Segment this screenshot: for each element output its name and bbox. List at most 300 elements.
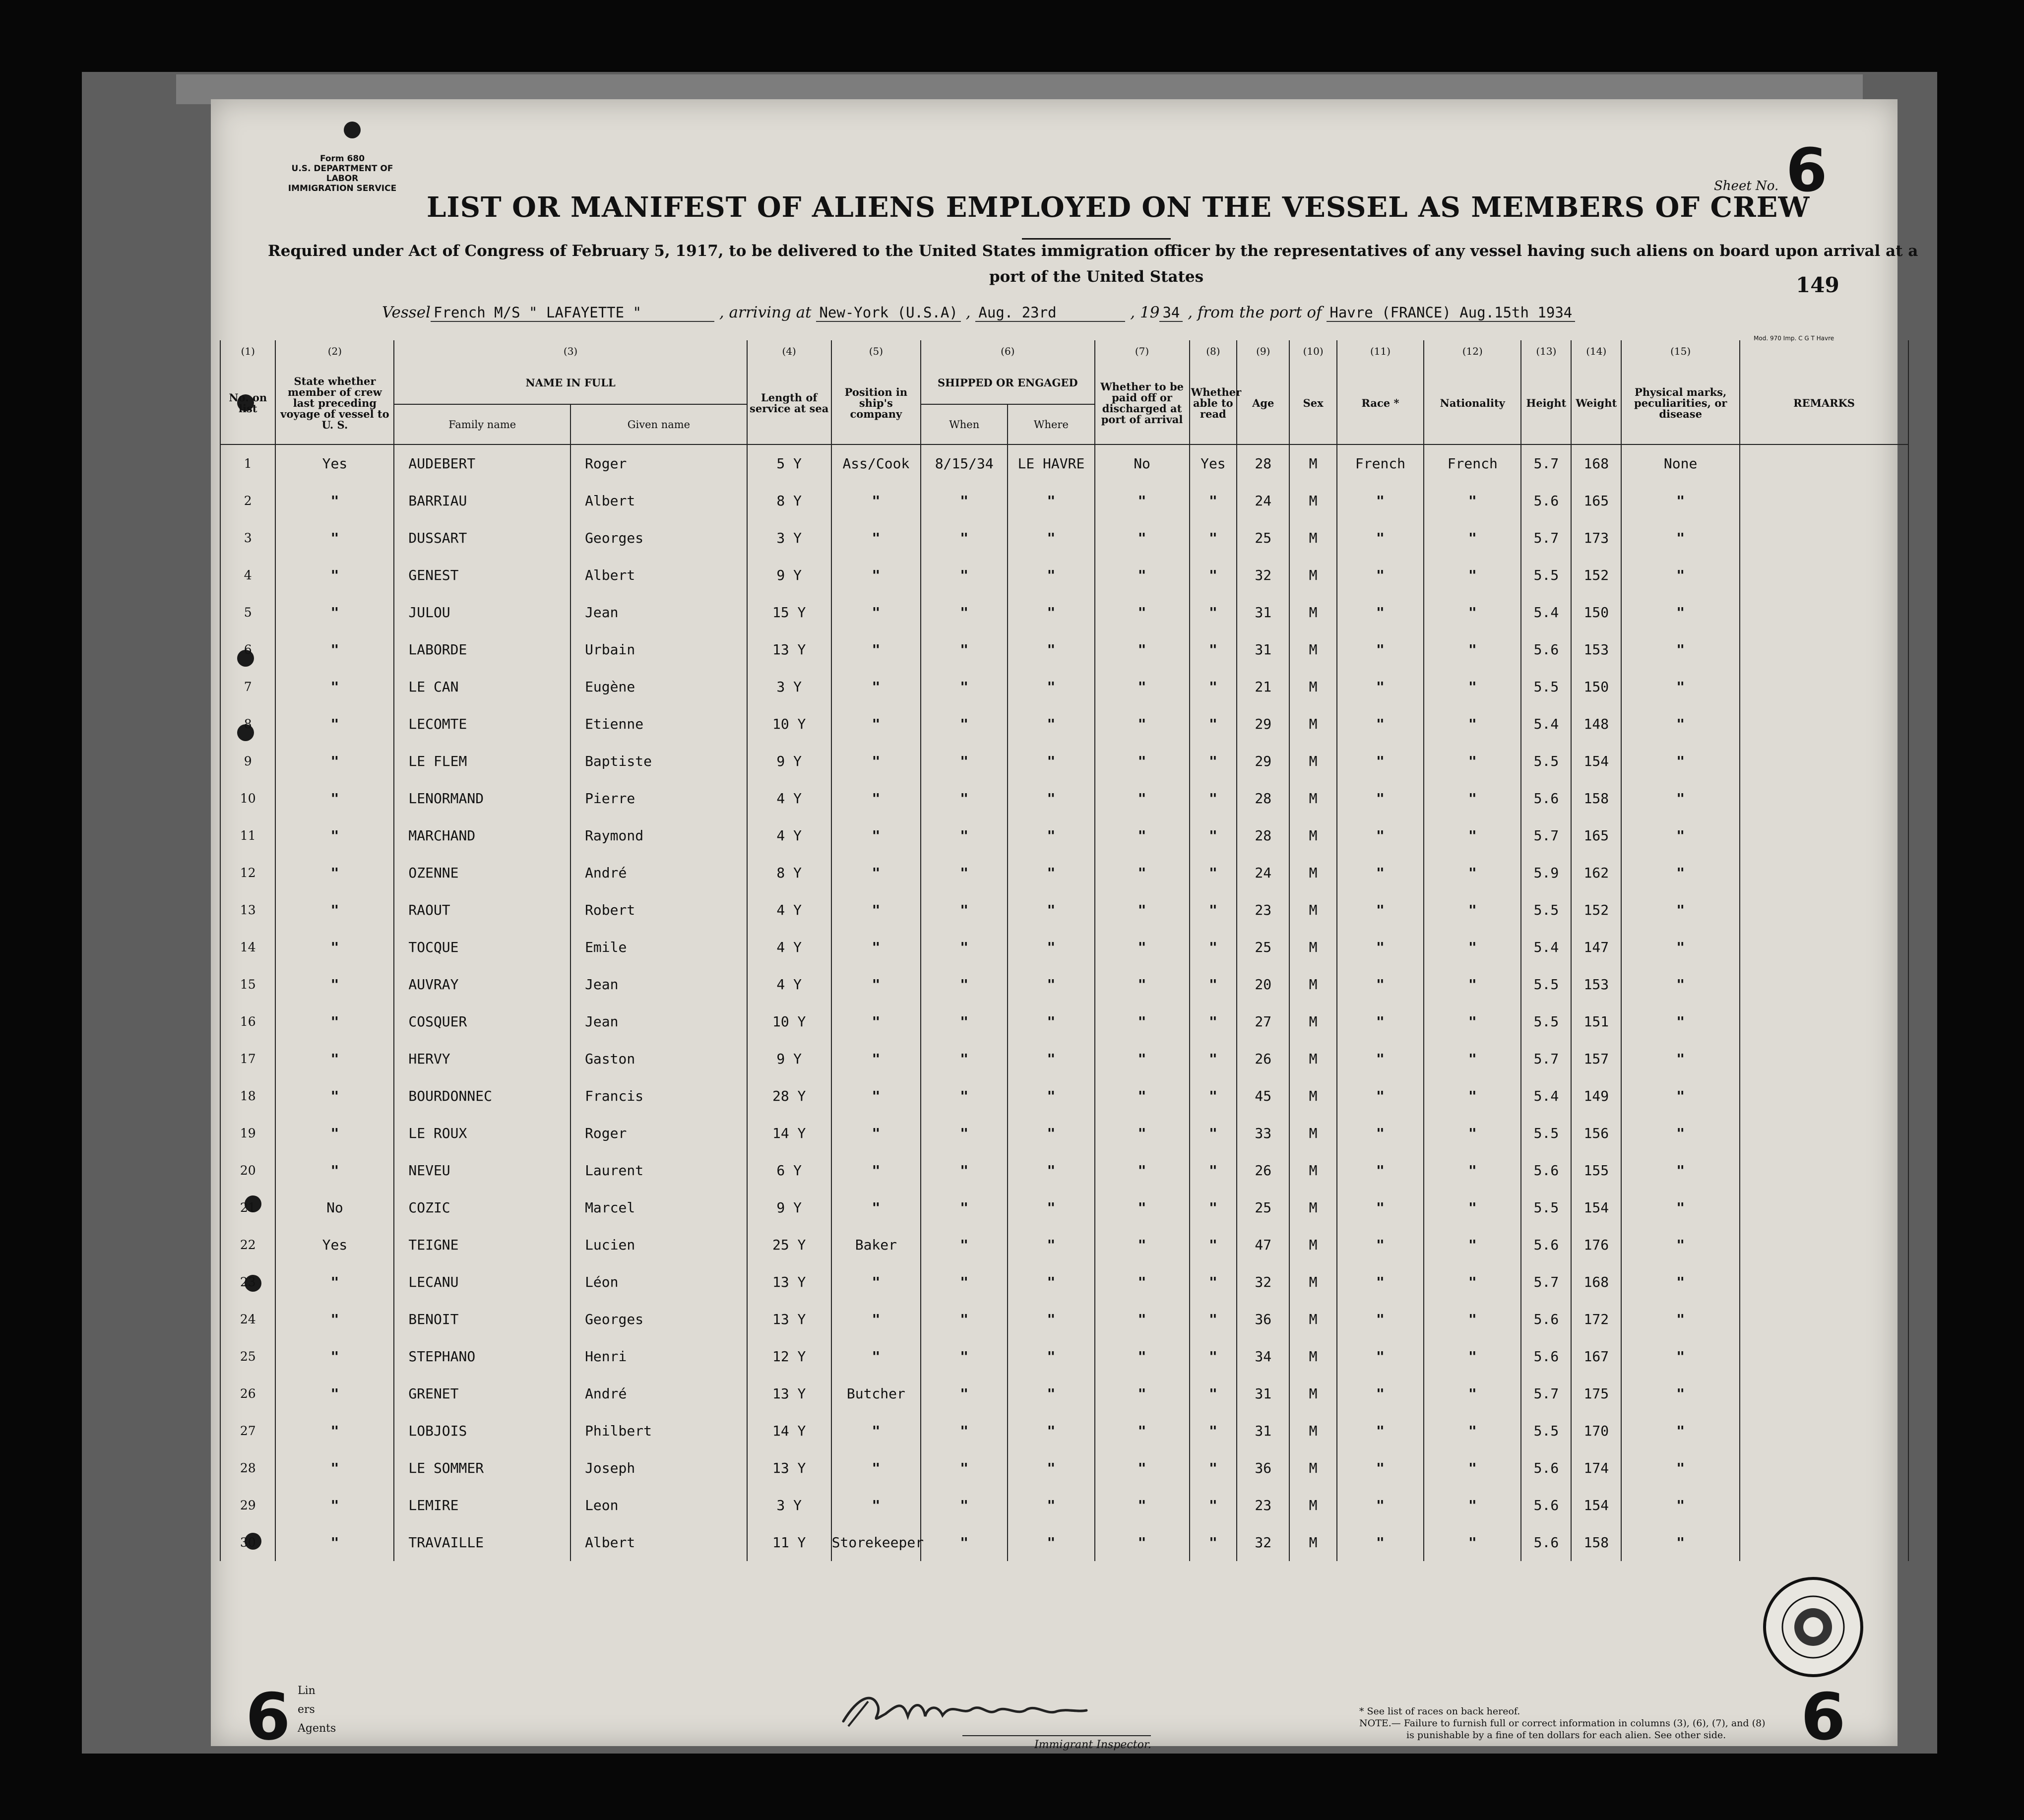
paid-off: "	[1095, 1412, 1190, 1449]
table-row	[220, 1449, 1908, 1487]
shipped-when: "	[921, 1487, 1008, 1524]
position: "	[831, 1040, 921, 1077]
row-number: 12	[220, 854, 275, 891]
given-name: Henri	[570, 1338, 747, 1375]
remarks	[1740, 1375, 1908, 1412]
from-label: , from the port of	[1188, 304, 1322, 321]
col-num-8: (8)	[1190, 340, 1237, 362]
header-shipped-or-engaged: SHIPPED OR ENGAGED	[921, 362, 1094, 404]
nationality: "	[1424, 705, 1521, 743]
position: "	[831, 1487, 921, 1524]
header-able-to-read: Whether able to read	[1190, 362, 1237, 444]
table-row	[220, 1338, 1908, 1375]
paid-off: "	[1095, 1189, 1190, 1226]
family-name: LE CAN	[394, 668, 570, 705]
shipped-where: "	[1008, 1412, 1094, 1449]
given-name: Georges	[570, 519, 747, 557]
physical-marks: "	[1621, 743, 1740, 780]
table-row	[220, 817, 1908, 854]
race: "	[1337, 1338, 1424, 1375]
paid-off: "	[1095, 1003, 1190, 1040]
length-of-service: 9 Y	[747, 743, 831, 780]
position: "	[831, 557, 921, 594]
table-row	[220, 1263, 1908, 1301]
sex: M	[1289, 891, 1337, 929]
table-row	[220, 557, 1908, 594]
paid-off: "	[1095, 631, 1190, 668]
weight: 170	[1571, 1412, 1621, 1449]
position: "	[831, 743, 921, 780]
member-of-crew: "	[275, 668, 394, 705]
length-of-service: 14 Y	[747, 1412, 831, 1449]
height: 5.4	[1521, 1077, 1571, 1115]
family-name: GENEST	[394, 557, 570, 594]
col-num-7: (7)	[1095, 340, 1190, 362]
weight: 152	[1571, 891, 1621, 929]
table-row	[220, 1412, 1908, 1449]
remarks	[1740, 631, 1908, 668]
member-of-crew: "	[275, 1449, 394, 1487]
punch-hole	[344, 122, 361, 138]
arrival-year: 34	[1159, 304, 1183, 322]
race: "	[1337, 1152, 1424, 1189]
shipped-where: "	[1008, 705, 1094, 743]
row-number: 29	[220, 1487, 275, 1524]
position: "	[831, 1338, 921, 1375]
age: 24	[1237, 482, 1289, 519]
race: "	[1337, 1449, 1424, 1487]
given-name: Marcel	[570, 1189, 747, 1226]
header-physical-marks: Physical marks, peculiarities, or disease	[1621, 362, 1740, 444]
paid-off: "	[1095, 1524, 1190, 1561]
length-of-service: 10 Y	[747, 1003, 831, 1040]
remarks	[1740, 444, 1908, 482]
member-of-crew: "	[275, 1152, 394, 1189]
weight: 158	[1571, 1524, 1621, 1561]
nationality: "	[1424, 966, 1521, 1003]
family-name: JULOU	[394, 594, 570, 631]
nationality: "	[1424, 1412, 1521, 1449]
paid-off: No	[1095, 444, 1190, 482]
race: "	[1337, 1524, 1424, 1561]
position: "	[831, 1115, 921, 1152]
position: "	[831, 966, 921, 1003]
row-number: 17	[220, 1040, 275, 1077]
remarks	[1740, 1263, 1908, 1301]
given-name: André	[570, 854, 747, 891]
nationality: "	[1424, 519, 1521, 557]
family-name: LENORMAND	[394, 780, 570, 817]
member-of-crew: "	[275, 1263, 394, 1301]
age: 31	[1237, 1412, 1289, 1449]
weight: 174	[1571, 1449, 1621, 1487]
row-number: 20	[220, 1152, 275, 1189]
remarks	[1740, 966, 1908, 1003]
shipped-when: "	[921, 594, 1008, 631]
weight: 148	[1571, 705, 1621, 743]
shipped-when: "	[921, 1412, 1008, 1449]
length-of-service: 3 Y	[747, 519, 831, 557]
physical-marks: "	[1621, 1375, 1740, 1412]
given-name: Laurent	[570, 1152, 747, 1189]
length-of-service: 9 Y	[747, 1189, 831, 1226]
age: 29	[1237, 705, 1289, 743]
shipped-where: "	[1008, 1263, 1094, 1301]
length-of-service: 28 Y	[747, 1077, 831, 1115]
row-number: 19	[220, 1115, 275, 1152]
member-of-crew: "	[275, 817, 394, 854]
age: 25	[1237, 519, 1289, 557]
remarks	[1740, 891, 1908, 929]
paid-off: "	[1095, 1077, 1190, 1115]
nationality: "	[1424, 780, 1521, 817]
remarks	[1740, 743, 1908, 780]
row-number: 4	[220, 557, 275, 594]
paid-off: "	[1095, 668, 1190, 705]
race: "	[1337, 1263, 1424, 1301]
race: "	[1337, 594, 1424, 631]
position: "	[831, 1412, 921, 1449]
family-name: TEIGNE	[394, 1226, 570, 1263]
position: "	[831, 1152, 921, 1189]
member-of-crew: "	[275, 1115, 394, 1152]
shipped-when: "	[921, 1338, 1008, 1375]
race: French	[1337, 444, 1424, 482]
shipped-when: "	[921, 854, 1008, 891]
header-weight: Weight	[1571, 362, 1621, 444]
length-of-service: 13 Y	[747, 1449, 831, 1487]
paid-off: "	[1095, 482, 1190, 519]
age: 36	[1237, 1301, 1289, 1338]
shipped-when: "	[921, 668, 1008, 705]
sex: M	[1289, 1449, 1337, 1487]
sex: M	[1289, 1301, 1337, 1338]
able-to-read: "	[1190, 1152, 1237, 1189]
weight: 172	[1571, 1301, 1621, 1338]
weight: 168	[1571, 1263, 1621, 1301]
physical-marks: "	[1621, 1338, 1740, 1375]
able-to-read: "	[1190, 1301, 1237, 1338]
header-length-of-service: Length of service at sea	[747, 362, 831, 444]
form-identifier	[283, 154, 402, 193]
able-to-read: "	[1190, 1226, 1237, 1263]
weight: 150	[1571, 594, 1621, 631]
height: 5.6	[1521, 1449, 1571, 1487]
able-to-read: "	[1190, 1040, 1237, 1077]
position: "	[831, 1301, 921, 1338]
length-of-service: 5 Y	[747, 444, 831, 482]
nationality: French	[1424, 444, 1521, 482]
given-name: Albert	[570, 1524, 747, 1561]
length-of-service: 8 Y	[747, 482, 831, 519]
table-row	[220, 1040, 1908, 1077]
sex: M	[1289, 631, 1337, 668]
arrival-date: Aug. 23rd	[975, 304, 1125, 322]
header-given-name: Given name	[570, 404, 747, 444]
header-where: Where	[1008, 404, 1094, 444]
position: Butcher	[831, 1375, 921, 1412]
member-of-crew: "	[275, 519, 394, 557]
position: "	[831, 854, 921, 891]
paid-off: "	[1095, 1040, 1190, 1077]
col-num-10: (10)	[1289, 340, 1337, 362]
shipped-when: "	[921, 929, 1008, 966]
sex: M	[1289, 743, 1337, 780]
weight: 154	[1571, 1189, 1621, 1226]
height: 5.5	[1521, 668, 1571, 705]
shipped-where: "	[1008, 1524, 1094, 1561]
weight: 162	[1571, 854, 1621, 891]
remarks	[1740, 1449, 1908, 1487]
nationality: "	[1424, 668, 1521, 705]
physical-marks: "	[1621, 1115, 1740, 1152]
nationality: "	[1424, 1301, 1521, 1338]
able-to-read: "	[1190, 1487, 1237, 1524]
col-num-15: (15)	[1621, 340, 1740, 362]
height: 5.9	[1521, 854, 1571, 891]
able-to-read: "	[1190, 1338, 1237, 1375]
row-number: 7	[220, 668, 275, 705]
race: "	[1337, 1189, 1424, 1226]
row-number: 10	[220, 780, 275, 817]
member-of-crew: "	[275, 1524, 394, 1561]
weight: 168	[1571, 444, 1621, 482]
row-number: 13	[220, 891, 275, 929]
physical-marks: "	[1621, 668, 1740, 705]
height: 5.6	[1521, 631, 1571, 668]
sex: M	[1289, 966, 1337, 1003]
col-num-9: (9)	[1237, 340, 1289, 362]
table-row	[220, 631, 1908, 668]
height: 5.6	[1521, 780, 1571, 817]
race: "	[1337, 817, 1424, 854]
height: 5.5	[1521, 966, 1571, 1003]
length-of-service: 13 Y	[747, 1375, 831, 1412]
row-number: 25	[220, 1338, 275, 1375]
family-name: LE FLEM	[394, 743, 570, 780]
length-of-service: 4 Y	[747, 817, 831, 854]
remarks	[1740, 1412, 1908, 1449]
crew-manifest-table	[220, 340, 1909, 1561]
col-num-1: (1)	[220, 340, 275, 362]
member-of-crew: "	[275, 1077, 394, 1115]
table-row	[220, 1487, 1908, 1524]
age: 27	[1237, 1003, 1289, 1040]
nationality: "	[1424, 891, 1521, 929]
physical-marks: "	[1621, 891, 1740, 929]
shipped-when: "	[921, 966, 1008, 1003]
able-to-read: "	[1190, 1077, 1237, 1115]
given-name: Jean	[570, 1003, 747, 1040]
age: 47	[1237, 1226, 1289, 1263]
able-to-read: "	[1190, 594, 1237, 631]
family-name: OZENNE	[394, 854, 570, 891]
footnote-line-2: NOTE.— Failure to furnish full or correct information in columns (3), (6), (7), and (8)	[1359, 1718, 1766, 1729]
physical-marks: "	[1621, 1040, 1740, 1077]
length-of-service: 13 Y	[747, 1301, 831, 1338]
shipped-where: "	[1008, 1301, 1094, 1338]
page-title: LIST OR MANIFEST OF ALIENS EMPLOYED ON THE VESSEL AS MEMBERS OF CREW	[427, 191, 1810, 224]
given-name: Francis	[570, 1077, 747, 1115]
header-paid-off: Whether to be paid off or discharged at port of arrival	[1095, 362, 1190, 444]
sheet-number-footer-left: 6	[246, 1679, 291, 1755]
nationality: "	[1424, 1077, 1521, 1115]
length-of-service: 25 Y	[747, 1226, 831, 1263]
height: 5.5	[1521, 557, 1571, 594]
paid-off: "	[1095, 891, 1190, 929]
printer-note: Mod. 970 Imp. C G T Havre	[1754, 335, 1834, 342]
sex: M	[1289, 1524, 1337, 1561]
family-name: LE ROUX	[394, 1115, 570, 1152]
nationality: "	[1424, 1263, 1521, 1301]
sex: M	[1289, 1115, 1337, 1152]
remarks	[1740, 854, 1908, 891]
col-num-14: (14)	[1571, 340, 1621, 362]
member-of-crew: "	[275, 1003, 394, 1040]
race: "	[1337, 891, 1424, 929]
table-row	[220, 743, 1908, 780]
row-number: 8	[220, 705, 275, 743]
physical-marks: "	[1621, 705, 1740, 743]
sex: M	[1289, 557, 1337, 594]
given-name: Raymond	[570, 817, 747, 854]
member-of-crew: "	[275, 1412, 394, 1449]
col-num-6: (6)	[921, 340, 1094, 362]
row-number: 11	[220, 817, 275, 854]
age: 29	[1237, 743, 1289, 780]
weight: 153	[1571, 966, 1621, 1003]
paid-off: "	[1095, 594, 1190, 631]
member-of-crew: "	[275, 557, 394, 594]
weight: 165	[1571, 482, 1621, 519]
physical-marks: "	[1621, 1003, 1740, 1040]
shipped-where: "	[1008, 1077, 1094, 1115]
header-when: When	[921, 404, 1008, 444]
physical-marks: "	[1621, 631, 1740, 668]
paid-off: "	[1095, 1449, 1190, 1487]
table-row	[220, 780, 1908, 817]
table-row	[220, 1189, 1908, 1226]
table-row	[220, 1524, 1908, 1561]
header-remarks: REMARKS	[1740, 362, 1908, 444]
shipped-where: "	[1008, 668, 1094, 705]
sheet-label: Sheet No.	[1714, 179, 1779, 193]
row-number: 28	[220, 1449, 275, 1487]
race: "	[1337, 1077, 1424, 1115]
height: 5.5	[1521, 1189, 1571, 1226]
able-to-read: "	[1190, 1115, 1237, 1152]
sex: M	[1289, 1152, 1337, 1189]
race: "	[1337, 482, 1424, 519]
sex: M	[1289, 1077, 1337, 1115]
shipped-where: "	[1008, 1338, 1094, 1375]
age: 31	[1237, 1375, 1289, 1412]
given-name: Baptiste	[570, 743, 747, 780]
year-prefix: 19	[1139, 304, 1160, 321]
table-row	[220, 594, 1908, 631]
length-of-service: 10 Y	[747, 705, 831, 743]
race: "	[1337, 854, 1424, 891]
age: 45	[1237, 1077, 1289, 1115]
shipped-where: "	[1008, 594, 1094, 631]
height: 5.4	[1521, 929, 1571, 966]
physical-marks: "	[1621, 1263, 1740, 1301]
member-of-crew: No	[275, 1189, 394, 1226]
nationality: "	[1424, 1003, 1521, 1040]
sex: M	[1289, 519, 1337, 557]
shipped-when: "	[921, 1003, 1008, 1040]
row-number: 23	[220, 1263, 275, 1301]
header-position: Position in ship's company	[831, 362, 921, 444]
remarks	[1740, 1338, 1908, 1375]
remarks	[1740, 817, 1908, 854]
col-num-12: (12)	[1424, 340, 1521, 362]
footer-labels	[298, 1682, 336, 1738]
paid-off: "	[1095, 519, 1190, 557]
family-name: NEVEU	[394, 1152, 570, 1189]
shipped-where: "	[1008, 891, 1094, 929]
family-name: LECOMTE	[394, 705, 570, 743]
given-name: Léon	[570, 1263, 747, 1301]
physical-marks: "	[1621, 1189, 1740, 1226]
shipped-when: "	[921, 1301, 1008, 1338]
paid-off: "	[1095, 1375, 1190, 1412]
weight: 158	[1571, 780, 1621, 817]
paid-off: "	[1095, 557, 1190, 594]
position: "	[831, 705, 921, 743]
race: "	[1337, 519, 1424, 557]
weight: 154	[1571, 743, 1621, 780]
shipped-when: "	[921, 1115, 1008, 1152]
given-name: Robert	[570, 891, 747, 929]
paid-off: "	[1095, 1263, 1190, 1301]
family-name: DUSSART	[394, 519, 570, 557]
vessel-name: French M/S " LAFAYETTE "	[431, 304, 714, 322]
consulate-stamp	[1761, 1575, 1865, 1679]
physical-marks: "	[1621, 482, 1740, 519]
sex: M	[1289, 1040, 1337, 1077]
length-of-service: 13 Y	[747, 1263, 831, 1301]
paid-off: "	[1095, 1487, 1190, 1524]
shipped-when: "	[921, 1263, 1008, 1301]
subtitle-line-2: port of the United States	[989, 268, 1204, 286]
height: 5.5	[1521, 1003, 1571, 1040]
col-num-2: (2)	[275, 340, 394, 362]
signature-line	[962, 1735, 1151, 1736]
shipped-where: "	[1008, 743, 1094, 780]
paid-off: "	[1095, 929, 1190, 966]
weight: 173	[1571, 519, 1621, 557]
table-row	[220, 668, 1908, 705]
family-name: COSQUER	[394, 1003, 570, 1040]
member-of-crew: "	[275, 482, 394, 519]
member-of-crew: "	[275, 594, 394, 631]
member-of-crew: "	[275, 1487, 394, 1524]
table-row	[220, 482, 1908, 519]
nationality: "	[1424, 1040, 1521, 1077]
height: 5.7	[1521, 444, 1571, 482]
family-name: GRENET	[394, 1375, 570, 1412]
family-name: HERVY	[394, 1040, 570, 1077]
header-sex: Sex	[1289, 362, 1337, 444]
shipped-where: "	[1008, 482, 1094, 519]
inspector-signature	[838, 1687, 1096, 1731]
title-rule	[1022, 238, 1171, 240]
paid-off: "	[1095, 817, 1190, 854]
physical-marks: "	[1621, 1449, 1740, 1487]
race: "	[1337, 631, 1424, 668]
given-name: Roger	[570, 444, 747, 482]
